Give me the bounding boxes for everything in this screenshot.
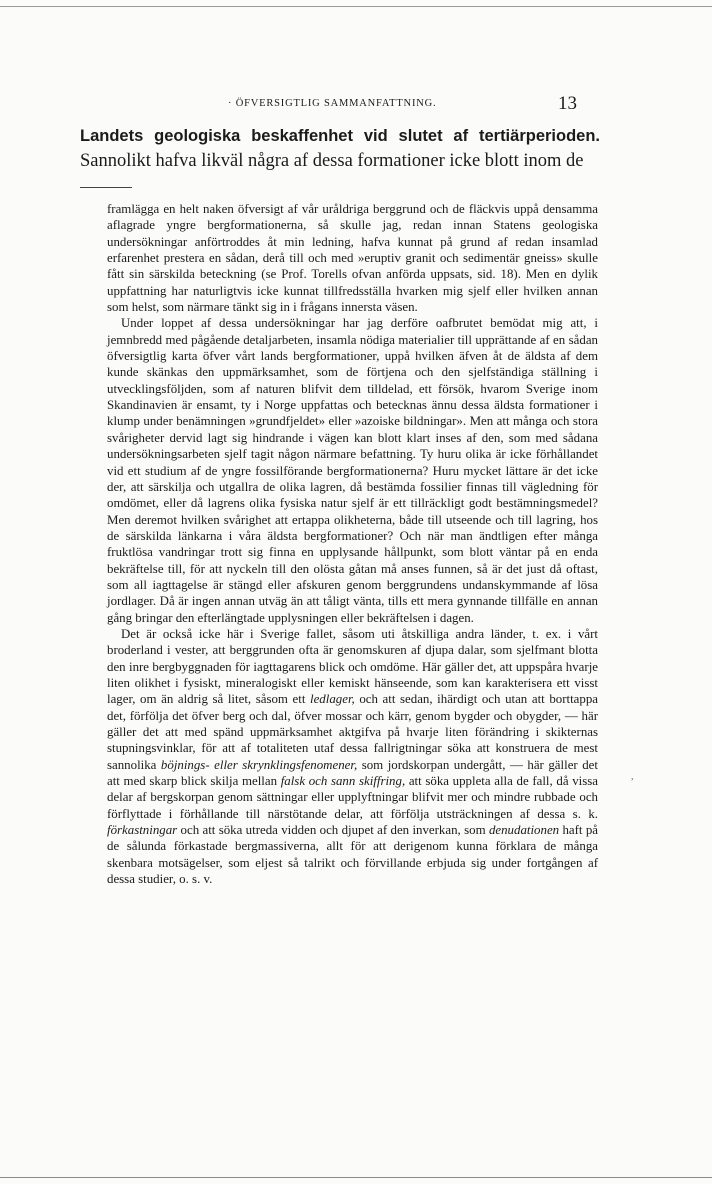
italic-term: ledlager, [310,692,355,707]
page-number: 13 [558,93,577,114]
top-edge-rule [0,6,712,7]
footnote-paragraph [107,201,598,315]
italic-term: falsk och sann skiffring, [280,774,406,789]
footnote-paragraph [107,315,598,626]
footnote-separator [80,187,132,188]
italic-term: böjnings- eller skrynklingsfenomener, [160,757,358,772]
running-head: · ÖFVERSIGTLIG SAMMANFATTNING. [228,98,437,109]
text-run: som jordskorpan undergått, — här gäller det att med skarp blick skilja mellan [107,757,598,789]
section-intro-text: Sannolikt hafva likväl några af dessa formationer icke blott inom de [80,151,584,171]
margin-mark: , [631,771,634,782]
italic-term: denudationen [488,823,560,838]
text-run: och att sedan, ihärdigt och utan att borttappa det, förfölja det öfver berg och dal, öfver mossar och kärr, genom bygder och obygder, — här gäller det att med spänd uppmärksamhet aktgifva på hvarje liten förändring i skikternas stupningsvinklar, för att af totaliteten utaf dessa fallrigtningar söka att konstruera de mest sannolika [107,692,598,772]
section-title: Landets geologiska beskaffenhet vid slutet af tertiärperioden. [80,127,600,145]
text-run: Under loppet af dessa undersökningar har jag derföre oafbrutet bemödat mig att, i jemnbredd med pågående detaljarbeten, insamla nödiga materialier till upprättande af en sådan öfversigtlig karta öfver vårt lands bergformationer, uppå hvilken äfven åt de äldsta af dem kunde skänkas den uppmärksamhet, som de förtjena och den sjelfständiga ställning i utvecklingsföljden, som af naturen blifvit dem tilldelad, ett försök, hvarom Sverige inom Skandinavien är ensamt, ty i Norge uppfattas och betecknas ännu dessa äldsta formationer i klump under benämningen »grundfjeldet» eller »azoiske bildningar». Men att många och stora svårigheter dervid lagt sig hindrande i vägen kan blott klart inses af den, som med sådana undersökningsarbeten sjelf tagit någon närmare befattning. Ty huru olika är icke förhållandet vid ett studium af de yngre fossilförande bergformationerna? Huru mycket lättare är det icke der, att särskilja och utgallra de olika lagren, då bestämda fossilier finnas till vägledning för omdömet, eller då lagrens olika fysiska natur sjelf är ett tillräckligt godt bestämningsmedel? Men deremot hvilken svårighet att ertappa olikheterna, både till utseende och till lagring, hos de särskilda länkarna i våra äldsta bergformationer? Och när man ändtligen efter många fruktlösa vandringar trott sig finna en upplysande hållpunkt, som blott väntar på en enda bekräftelse till, för att nyckeln till den olösta gåtan må anses funnen, så är det just då oftast, som all iagttagelse är stängd eller afskuren genom berggrundens undanskymmande af lösa jordlager. Då är ingen annan utväg än att tåligt vänta, tills ett mera gynnande tillfälle en annan gång bringar den efterlängtade upplysningen eller bekräftelsen i dagen. [107,316,598,625]
italic-term: förkastningar [107,823,178,838]
text-run: Det är också icke här i Sverige fallet, såsom uti åtskilliga andra länder, t. ex. i vårt broderland i vester, att berggrunden ofta är genomskuren af djupa dalar, som sjelfmant blotta den inre bergbyggnaden för iagttagarens blick och omdöme. Här gäller det, att uppspåra hvarje liten olikhet i fysiskt, mineralogiskt eller kemiskt hänseende, som kan karakterisera ett visst lager, om än aldrig så litet, såsom ett [107,626,598,707]
text-run: haft på de sålunda förkastade bergmassiverna, allt för att derigenom kunna förklara de många skenbara motsägelser, som eljest så talrikt och förvillande erbjuda sig under fortgången af dessa studier, o. s. v. [107,823,598,887]
text-run: att söka uppleta alla de fall, då vissa delar af bergskorpan genom sättningar eller upplyftningar blifvit mer och mindre rubbade och förflyttade i förhållande till närstötande delar, att förfölja utsträckningen af dessa s. k. [107,774,598,821]
bottom-edge-rule [0,1177,712,1178]
text-run: framlägga en helt naken öfversigt af vår uråldriga berggrund och de fläckvis uppå densamma aflagrade yngre bergformationerna, så skulle jag, redan innan Statens geologiska undersökningar anförtroddes åt min ledning, hafva kunnat på grund af redan insamlad erfarenhet prestera en sådan, derå till och med »eruptiv granit och sedimentär gneiss» skulle fått sin särskilda beteckning (se Prof. Torells ofvan anförda uppsats, sid. 18). Men en dylik uppfattning har naturligtvis icke kunnat tillfredsställa hvarken mig sjelf eller hvilken annan som helst, som närmare tänkt sig in i frågans innersta väsen. [107,202,598,315]
footnote-paragraph [107,626,598,888]
footnote-body [107,201,598,887]
text-run: och att söka utreda vidden och djupet af den inverkan, som [177,823,489,838]
section-heading-block [80,124,600,174]
